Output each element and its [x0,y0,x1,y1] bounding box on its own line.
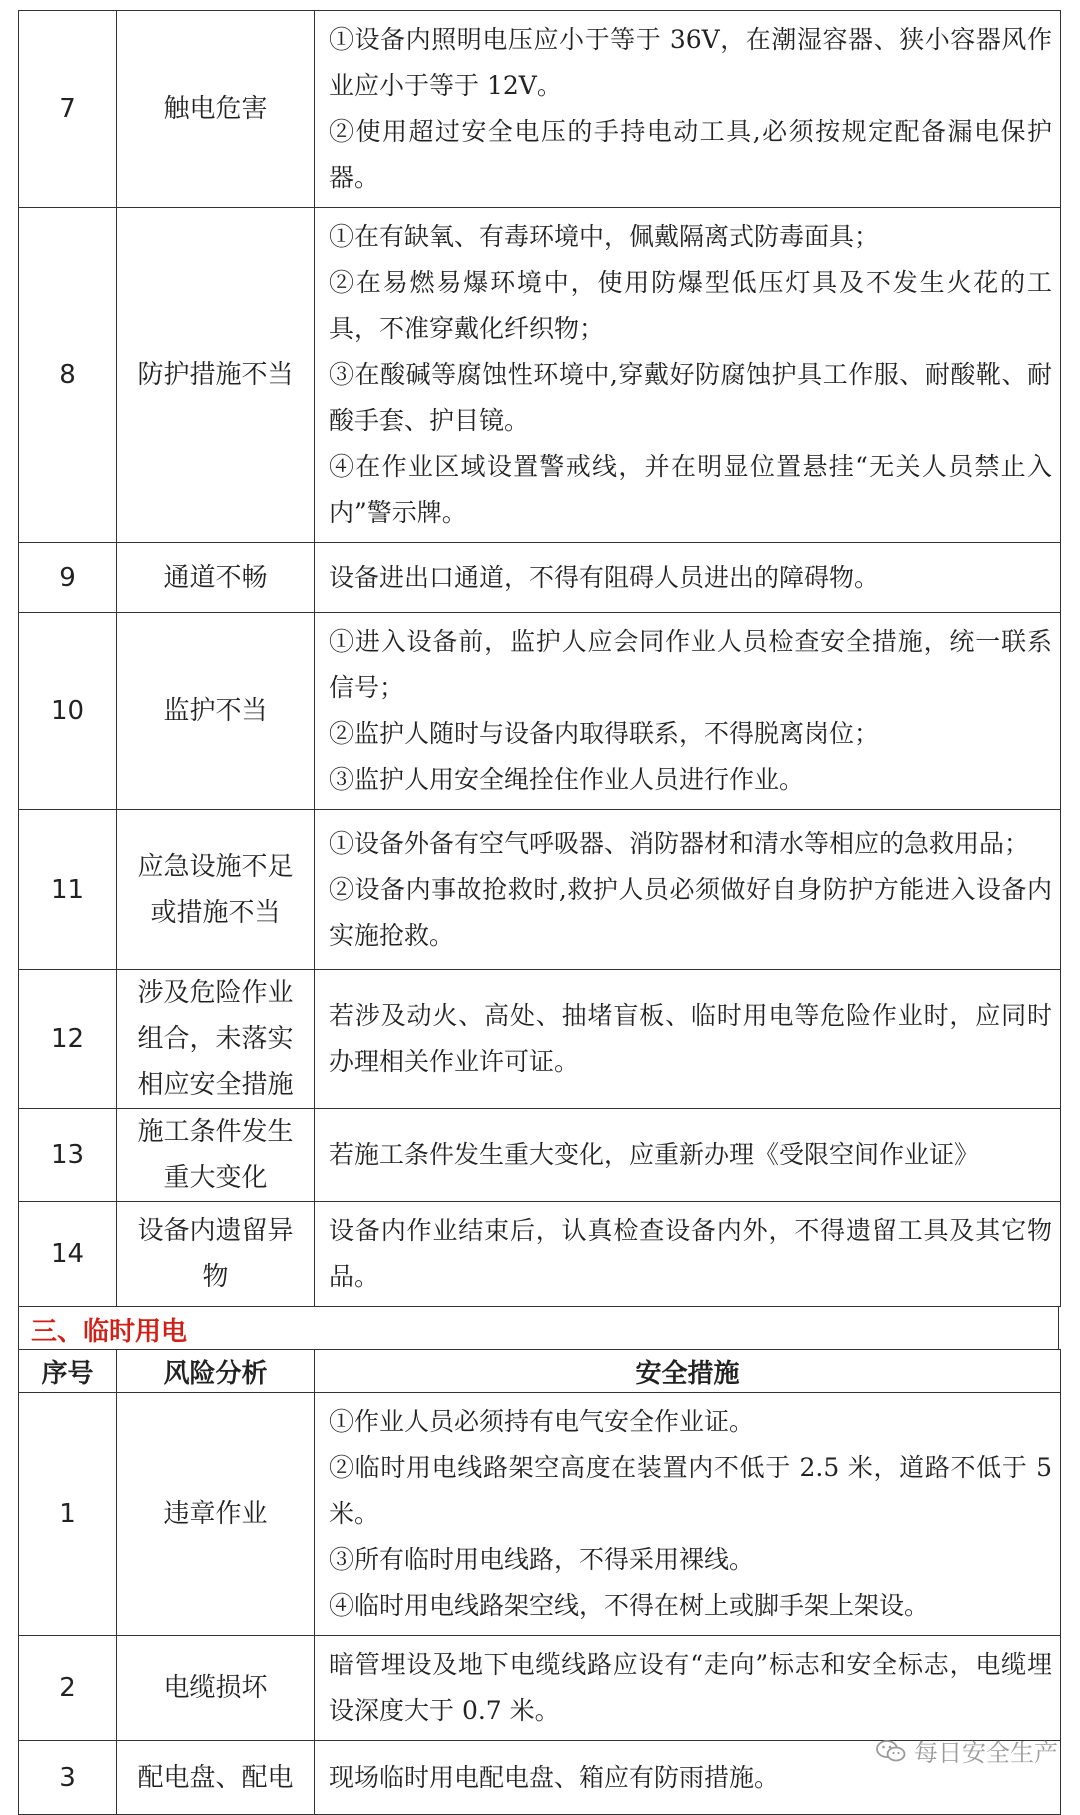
measure-item: 设备进出口通道，不得有阻碍人员进出的障碍物。 [329,562,880,592]
measure-item: ③所有临时用电线路，不得采用裸线。 [329,1545,755,1574]
measure-item: ①在有缺氧、有毒环境中，佩戴隔离式防毒面具； [329,222,880,251]
row-number: 13 [19,1109,117,1202]
risk-cell [117,543,315,613]
measure-item: ③在酸碱等腐蚀性环境中,穿戴好防腐蚀护具工作服、耐酸靴、耐酸手套、护目镜。 [329,360,1052,435]
measures-cell [315,208,1061,543]
row-number: 2 [19,1636,117,1741]
risk-cell [117,1109,315,1202]
row-number: 3 [19,1741,117,1815]
measure-item: 若涉及动火、高处、抽堵盲板、临时用电等危险作业时，应同时办理相关作业许可证。 [329,1001,1052,1076]
risk-cell [117,970,315,1109]
measure-item: ②在易燃易爆环境中，使用防爆型低压灯具及不发生火花的工具，不准穿戴化纤织物； [329,268,1052,343]
table-row [19,11,1061,208]
risk-table-confined-space [18,10,1061,1307]
section-heading-row [18,1307,1059,1349]
wechat-icon [876,1739,906,1763]
measure-item: ②临时用电线路架空高度在装置内不低于 2.5 米，道路不低于 5 米。 [329,1453,1052,1528]
risk-line: 触电危害 [163,94,268,124]
measure-item: ①作业人员必须持有电气安全作业证。 [329,1407,755,1436]
measure-item: ②监护人随时与设备内取得联系，不得脱离岗位； [329,719,880,748]
risk-line: 施工条件发生 [137,1117,294,1147]
table-row [19,1393,1061,1636]
measure-item: ①进入设备前，监护人应会同作业人员检查安全措施，统一联系信号； [329,627,1052,702]
risk-line: 涉及危险作业 [137,978,294,1008]
header-no: 序号 [19,1350,117,1393]
measure-item: ②使用超过安全电压的手持电动工具,必须按规定配备漏电保护器。 [329,117,1052,192]
measure-item: 现场临时用电配电盘、箱应有防雨措施。 [329,1762,780,1792]
section-title: 三、临时用电 [31,1317,188,1347]
table-body-confined-space [19,11,1061,1307]
risk-line: 应急设施不足 [137,851,294,882]
risk-line: 相应安全措施 [137,1070,294,1100]
table-row [19,543,1061,613]
table-row [19,208,1061,543]
table-header-row [19,1350,1061,1393]
measures-cell [315,613,1061,810]
measure-item: ④在作业区域设置警戒线，并在明显位置悬挂“无关人员禁止入内”警示牌。 [329,452,1052,527]
document-sheet [18,10,1060,1815]
table-row [19,1109,1061,1202]
row-number: 12 [19,970,117,1109]
row-number: 14 [19,1202,117,1307]
measures-cell [315,970,1061,1109]
row-number: 10 [19,613,117,810]
header-measures: 安全措施 [315,1350,1061,1393]
table-row [19,613,1061,810]
risk-line: 重大变化 [163,1163,268,1193]
measure-item: 若施工条件发生重大变化，应重新办理《受限空间作业证》 [329,1140,980,1169]
risk-line: 通道不畅 [163,562,268,593]
row-number: 7 [19,11,117,208]
measure-item: 设备内作业结束后，认真检查设备内外，不得遗留工具及其它物品。 [329,1216,1052,1291]
risk-line: 监护不当 [163,696,268,726]
row-number: 9 [19,543,117,613]
measures-cell [315,1636,1061,1741]
measures-cell [315,11,1061,208]
header-risk: 风险分析 [117,1350,315,1393]
risk-line: 违章作业 [163,1499,268,1529]
table-row [19,810,1061,970]
risk-cell [117,1393,315,1636]
risk-cell [117,810,315,970]
measures-cell [315,1202,1061,1307]
risk-line: 组合，未落实 [137,1024,294,1054]
measure-item: ④临时用电线路架空线，不得在树上或脚手架上架设。 [329,1591,930,1620]
measures-cell [315,543,1061,613]
watermark [876,1733,1058,1768]
risk-line: 配电盘、配电 [137,1762,294,1793]
risk-cell [117,11,315,208]
watermark-text: 每日安全生产 [914,1739,1058,1767]
risk-line: 防护措施不当 [137,360,294,390]
measure-item: ②设备内事故抢救时,救护人员必须做好自身防护方能进入设备内实施抢救。 [329,874,1052,950]
measure-item: ③监护人用安全绳拴住作业人员进行作业。 [329,765,805,794]
row-number: 11 [19,810,117,970]
table-row [19,1202,1061,1307]
risk-cell [117,613,315,810]
risk-cell [117,208,315,543]
measure-item: 暗管埋设及地下电缆线路应设有“走向”标志和安全标志，电缆埋设深度大于 0.7 米。 [329,1650,1052,1725]
measure-item: ①设备内照明电压应小于等于 36V，在潮湿容器、狭小容器风作业应小于等于 12V。 [329,25,1052,100]
risk-line: 电缆损坏 [163,1673,268,1703]
measures-cell [315,810,1061,970]
table-row [19,970,1061,1109]
risk-line: 物 [202,1262,229,1292]
measures-cell [315,1109,1061,1202]
risk-cell [117,1202,315,1307]
risk-line: 或措施不当 [150,897,281,928]
row-number: 8 [19,208,117,543]
measure-item: ①设备外备有空气呼吸器、消防器材和清水等相应的急救用品； [329,828,1030,858]
risk-line: 设备内遗留异 [137,1216,294,1246]
table-row [19,1636,1061,1741]
measures-cell [315,1393,1061,1636]
risk-cell [117,1741,315,1815]
risk-cell [117,1636,315,1741]
row-number: 1 [19,1393,117,1636]
